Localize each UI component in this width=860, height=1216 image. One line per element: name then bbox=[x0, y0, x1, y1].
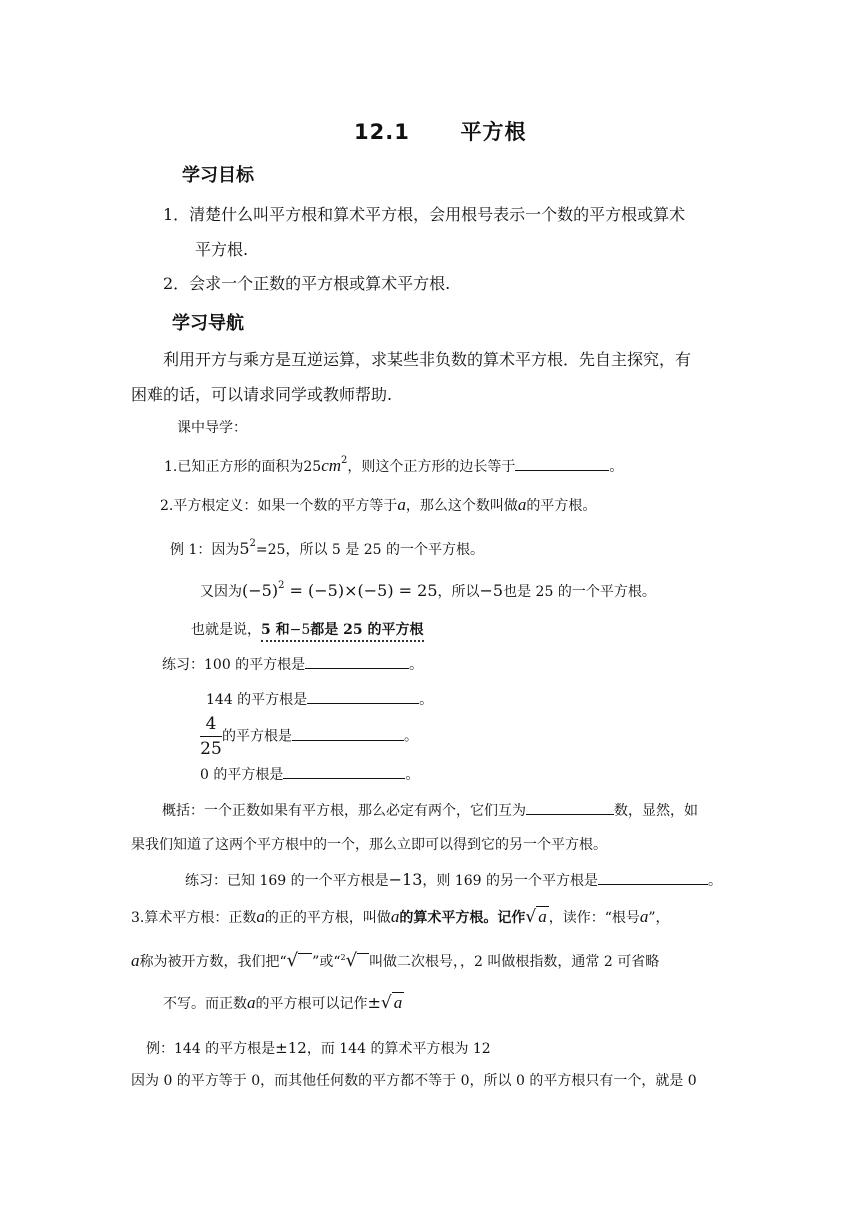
omit-text-after: 的平方根可以记作 bbox=[255, 996, 368, 1012]
practice-4-blank[interactable] bbox=[283, 764, 405, 779]
ex1b-neg5: −5 bbox=[479, 581, 504, 600]
practice-3-period: 。 bbox=[404, 728, 418, 745]
pm-sqrt-radicand: a bbox=[393, 993, 403, 1012]
section-title: 平方根 bbox=[460, 120, 527, 144]
def-var-a: a bbox=[397, 495, 406, 514]
q1-exponent: 2 bbox=[341, 455, 348, 466]
ex1b-text-after: ，所以 bbox=[437, 584, 480, 600]
ex2-value: ±12 bbox=[275, 1039, 307, 1057]
practice-4-period: 。 bbox=[405, 767, 420, 783]
ex1b-math-2: = (−5)×(−5) = 25 bbox=[284, 581, 438, 600]
practice-169 bbox=[185, 870, 722, 890]
practice-2-blank[interactable] bbox=[307, 689, 419, 704]
radicand-var-a: a bbox=[131, 951, 140, 970]
radicand-text-mid: ”或“ bbox=[312, 954, 341, 970]
practice-2 bbox=[206, 689, 433, 709]
def-var-a-2: a bbox=[517, 495, 527, 514]
conclusion bbox=[191, 619, 424, 639]
summary-line-2: 果我们知道了这两个平方根中的一个，那么立即可以得到它的另一个平方根。 bbox=[131, 837, 607, 853]
omit-line bbox=[163, 993, 404, 1013]
practice-2-text: 144 的平方根是 bbox=[206, 692, 308, 708]
def-text-mid: ，那么这个数叫做 bbox=[405, 498, 518, 514]
conclusion-bold-2: 都是 25 的平方根 bbox=[310, 622, 424, 638]
practice-169-text: 练习：已知 169 的一个平方根是 bbox=[185, 873, 389, 889]
fraction-numerator: 4 bbox=[205, 714, 217, 734]
conclusion-emphasis bbox=[261, 622, 424, 642]
radical-sign-icon: √ bbox=[287, 950, 312, 971]
ex1-text-after: =25，所以 5 是 25 的一个平方根。 bbox=[255, 542, 484, 558]
practice-1-period: 。 bbox=[409, 657, 424, 673]
goal-item-1-line-2: 平方根. bbox=[195, 240, 249, 259]
arith-var-a-2: a bbox=[390, 907, 400, 926]
goal-item-2: 2．会求一个正数的平方根或算术平方根. bbox=[163, 274, 451, 293]
nav-paragraph-line-1: 利用开方与乘方是互逆运算，求某些非负数的算术平方根．先自主探究，有 bbox=[163, 350, 692, 369]
q1-answer-blank[interactable] bbox=[515, 456, 609, 471]
practice-169-blank[interactable] bbox=[598, 870, 708, 885]
arith-var-a-3: a bbox=[639, 907, 649, 926]
page-title bbox=[354, 116, 526, 146]
fraction-4-25 bbox=[200, 714, 222, 759]
practice-1-text: 100 的平方根是 bbox=[204, 657, 306, 673]
summary-text: 概括：一个正数如果有平方根，那么必定有两个，它们互为 bbox=[162, 803, 526, 819]
practice-169-text-after: ，则 169 的另一个平方根是 bbox=[422, 873, 599, 889]
goals-heading: 学习目标 bbox=[182, 165, 254, 186]
nav-paragraph-line-2: 困难的话，可以请求同学或教师帮助. bbox=[131, 385, 393, 404]
plus-minus: ± bbox=[367, 993, 381, 1012]
radicand-line bbox=[131, 950, 659, 971]
practice-2-period: 。 bbox=[419, 692, 434, 708]
arithmetic-root-definition bbox=[131, 907, 670, 927]
arith-var-a: a bbox=[256, 907, 265, 926]
practice-3 bbox=[200, 714, 418, 759]
omit-text: 不写。而正数 bbox=[163, 996, 247, 1012]
pm-sqrt-a-symbol: √ a bbox=[380, 993, 403, 1013]
summary-text-after: 数，显然，如 bbox=[614, 803, 698, 819]
summary-blank[interactable] bbox=[526, 800, 614, 815]
def-text: 2.平方根定义：如果一个数的平方等于 bbox=[160, 498, 398, 514]
example-1-continued bbox=[200, 580, 656, 601]
ex1b-text-end: 也是 25 的一个平方根。 bbox=[503, 584, 656, 600]
practice-3-text: 的平方根是 bbox=[222, 728, 292, 745]
q1-text-after: ，则这个正方形的边长等于 bbox=[347, 459, 516, 475]
ex1b-exponent: 2 bbox=[278, 580, 285, 591]
practice-3-blank[interactable] bbox=[292, 726, 404, 741]
q1-text: 1.已知正方形的面积为 bbox=[164, 459, 304, 475]
radicand-text: 称为被开方数，我们把“ bbox=[139, 954, 287, 970]
nav-heading: 学习导航 bbox=[172, 313, 244, 334]
radical-index-2-icon: $^2$√ bbox=[340, 950, 369, 971]
conclusion-text: 也就是说， bbox=[191, 622, 261, 638]
ex1-text: 例 1：因为 bbox=[170, 542, 240, 558]
goal-item-1-line-1: 1．清楚什么叫平方根和算术平方根，会用根号表示一个数的平方根或算术 bbox=[163, 205, 686, 224]
practice-4 bbox=[200, 764, 419, 784]
practice-169-value: −13 bbox=[388, 870, 423, 889]
lesson-label: 课中导学： bbox=[177, 420, 247, 436]
ex1-base: 5 bbox=[239, 539, 250, 558]
section-number: 12.1 bbox=[354, 120, 410, 144]
practice-1-blank[interactable] bbox=[305, 654, 409, 669]
radical-index: 2 bbox=[340, 953, 346, 962]
q1-value: 25 bbox=[303, 459, 322, 475]
practice-4-text: 0 的平方根是 bbox=[200, 767, 284, 783]
zero-root-line: 因为 0 的平方等于 0，而其他任何数的平方都不等于 0，所以 0 的平方根只有一个，就是 0 bbox=[131, 1073, 697, 1089]
ex1-exponent: 2 bbox=[249, 538, 256, 549]
sqrt-a-symbol: √ a bbox=[525, 907, 547, 927]
practice-1 bbox=[162, 654, 423, 674]
summary-line-1 bbox=[162, 800, 698, 820]
arith-text: 3.算术平方根：正数 bbox=[131, 910, 257, 926]
ex2-text-after: ，而 144 的算术平方根为 12 bbox=[306, 1041, 491, 1057]
example-2 bbox=[146, 1038, 491, 1058]
def-text-after: 的平方根。 bbox=[526, 498, 597, 514]
q1-unit: cm bbox=[321, 456, 342, 475]
example-1 bbox=[170, 538, 484, 559]
question-1 bbox=[164, 455, 623, 476]
ex1b-text: 又因为 bbox=[200, 584, 242, 600]
practice-169-period: 。 bbox=[708, 873, 723, 889]
arith-quote-end: ”， bbox=[648, 910, 670, 926]
fraction-denominator: 25 bbox=[200, 739, 222, 759]
conclusion-bold-1: 5 和 bbox=[261, 622, 290, 638]
ex2-text: 例：144 的平方根是 bbox=[146, 1041, 276, 1057]
arith-bold: 的算术平方根。记作 bbox=[399, 910, 526, 926]
fraction-bar bbox=[200, 736, 222, 737]
practice-label: 练习： bbox=[162, 657, 204, 673]
sqrt-a-radicand: a bbox=[538, 907, 547, 926]
q1-end: 。 bbox=[609, 459, 624, 475]
arith-read: ，读作：“根号 bbox=[548, 910, 640, 926]
omit-var-a: a bbox=[247, 993, 256, 1012]
square-root-definition bbox=[160, 495, 596, 515]
ex1b-math: (−5) bbox=[242, 581, 279, 600]
radicand-text-after: 叫做二次根号，，2 叫做根指数，通常 2 可省略 bbox=[369, 954, 660, 970]
conclusion-neg5: −5 bbox=[289, 622, 311, 638]
arith-text-mid: 的正的平方根，叫做 bbox=[264, 910, 391, 926]
